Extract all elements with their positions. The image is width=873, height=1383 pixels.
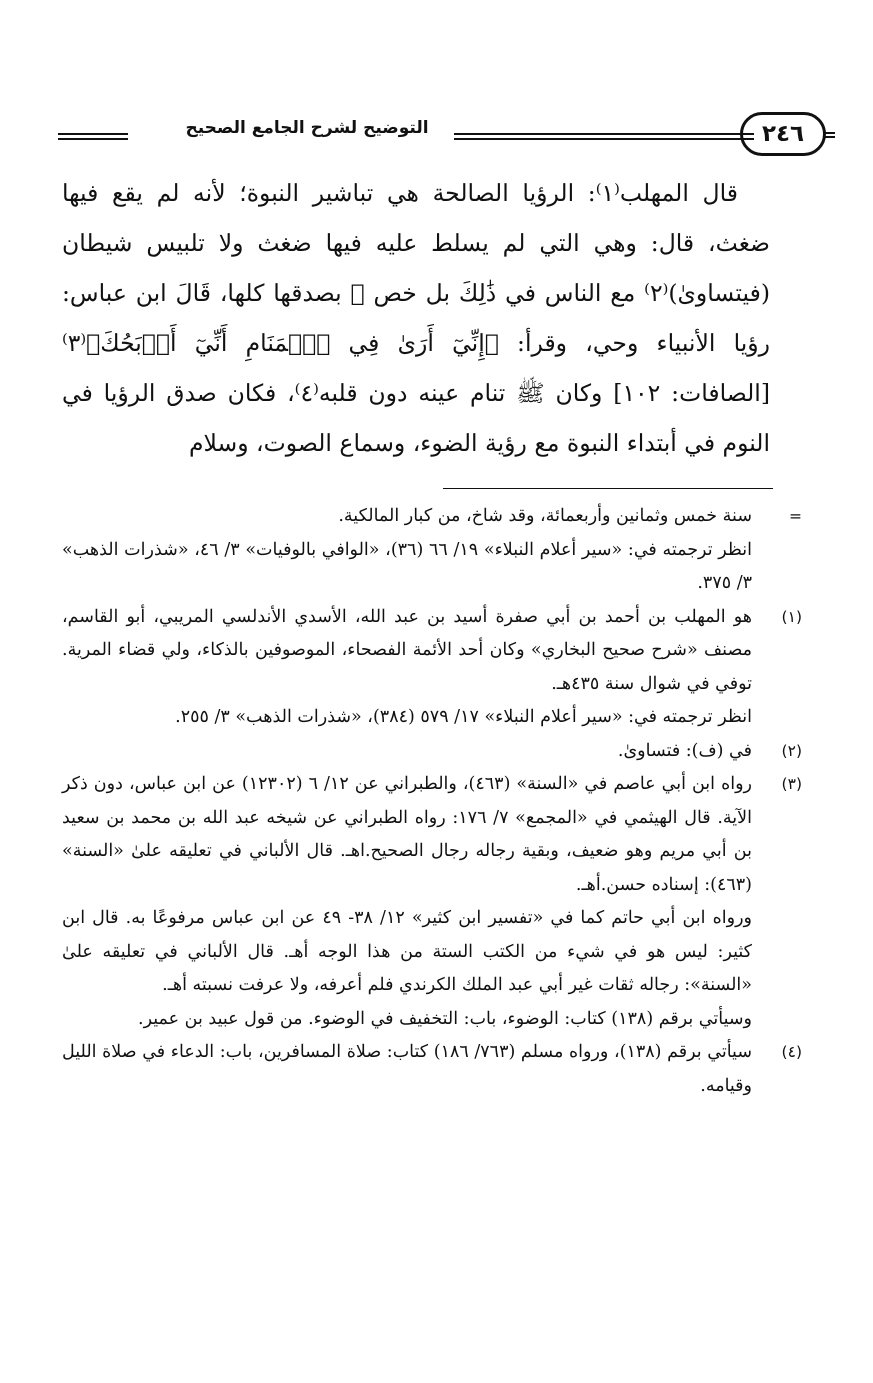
footnote-text: سيأتي برقم (١٣٨)، ورواه مسلم (٧٦٣/ ١٨٦) كتاب: صلاة المسافرين، باب: الدعاء في صلاة الليل وقيامه. (62, 1042, 752, 1096)
footnote-2 (62, 735, 802, 769)
footnote-marker: (٢) (781, 741, 802, 760)
footnote-text: سنة خمس وثمانين وأربعمائة، وقد شاخ، من كبار المالكية. (338, 506, 752, 526)
page-number: ٢٤٦ (761, 121, 805, 147)
footnote-text: انظر ترجمته في: «سير أعلام النبلاء» ١٩/ ٦٦ (٣٦)، «الوافي بالوفيات» ٣/ ٤٦، «شذرات الذهب» ٣/ ٣٧٥. (62, 539, 752, 593)
running-header (58, 112, 826, 158)
main-paragraph: قال المهلب⁽١⁾: الرؤيا الصالحة هي تباشير النبوة؛ لأنه لم يقع فيها ضغث، قال: وهي التي لم يسلط عليه فيها ضغث ولا تلبيس شيطان (فيتساوىٰ)⁽٢⁾ مع الناس في ذَٰلِكَ بل خص ﷺ بصدقها كلها، قَالَ ابن عباس: رؤيا الأنبياء وحي، وقرأ: ﴿إِنِّيٓ أَرَىٰ فِي ٱلۡمَنَامِ أَنِّيٓ أَذۡبَحُكَ﴾⁽٣⁾ [الصافات: ١٠٢] وكان ﷺ تنام عينه دون قلبه⁽٤⁾، فكان صدق الرؤيا في النوم في أبتداء النبوة مع رؤية الضوء، وسماع الصوت، وسلام (62, 179, 770, 457)
footnote-1 (62, 601, 802, 735)
footnote-marker: = (789, 507, 802, 525)
footnote-3 (62, 768, 802, 1036)
footnote-4 (62, 1036, 802, 1103)
footnote-text: في (ف): فتساوىٰ. (617, 740, 752, 761)
footnote-marker: (١) (781, 607, 802, 626)
footnote-text: وسيأتي برقم (١٣٨) كتاب: الوضوء، باب: التخفيف في الوضوء. من قول عبيد بن عمير. (138, 1008, 752, 1029)
footnote-marker: (٤) (781, 1043, 802, 1061)
header-rule-right (454, 133, 754, 140)
footnote-marker: (٣) (781, 775, 802, 793)
footnote-continuation (62, 500, 802, 601)
running-title: التوضيح لشرح الجامع الصحيح (185, 118, 429, 138)
header-rule-left (58, 133, 128, 140)
footnotes (62, 500, 802, 1103)
footnote-text: هو المهلب بن أحمد بن أبي صفرة أسيد بن عبد الله، الأسدي الأندلسي المريبي، أبو القاسم، مصنف «شرح صحيح البخاري» وكان أحد الأئمة الفصحاء، الموصوفين بالذكاء، ولي قضاء المرية. توفي في شوال سنة ٤٣٥هـ. (62, 606, 752, 694)
footnote-text: ورواه ابن أبي حاتم كما في «تفسير ابن كثير» ١٢/ ٣٨- ٤٩ عن ابن عباس مرفوعًا به. قال ابن كثير: ليس هو في شيء من الكتب الستة من هذا الوجه أهـ. قال الألباني في تعليقه علىٰ «السنة»: رجاله ثقات غير أبي عبد الملك الكرندي فلم أعرفه، ولا عرفت نسبته أهـ. (62, 908, 752, 995)
footnote-text: انظر ترجمته في: «سير أعلام النبلاء» ١٧/ ٥٧٩ (٣٨٤)، «شذرات الذهب» ٣/ ٢٥٥. (175, 707, 752, 727)
footnote-text: رواه ابن أبي عاصم في «السنة» (٤٦٣)، والطبراني عن ١٢/ ٦ (١٢٣٠٢) عن ابن عباس، دون ذكر الآية. قال الهيثمي في «المجمع» ٧/ ١٧٦: رواه الطبراني عن شيخه عبد الله بن محمد بن سعيد بن أبي مريم وهو ضعيف، وبقية رجاله رجال الصحيح.اهـ. قال الألباني في تعليقه علىٰ «السنة» (٤٦٣): إسناده حسن.أهـ. (62, 774, 752, 895)
footnote-separator (443, 488, 773, 489)
main-text (62, 168, 770, 468)
